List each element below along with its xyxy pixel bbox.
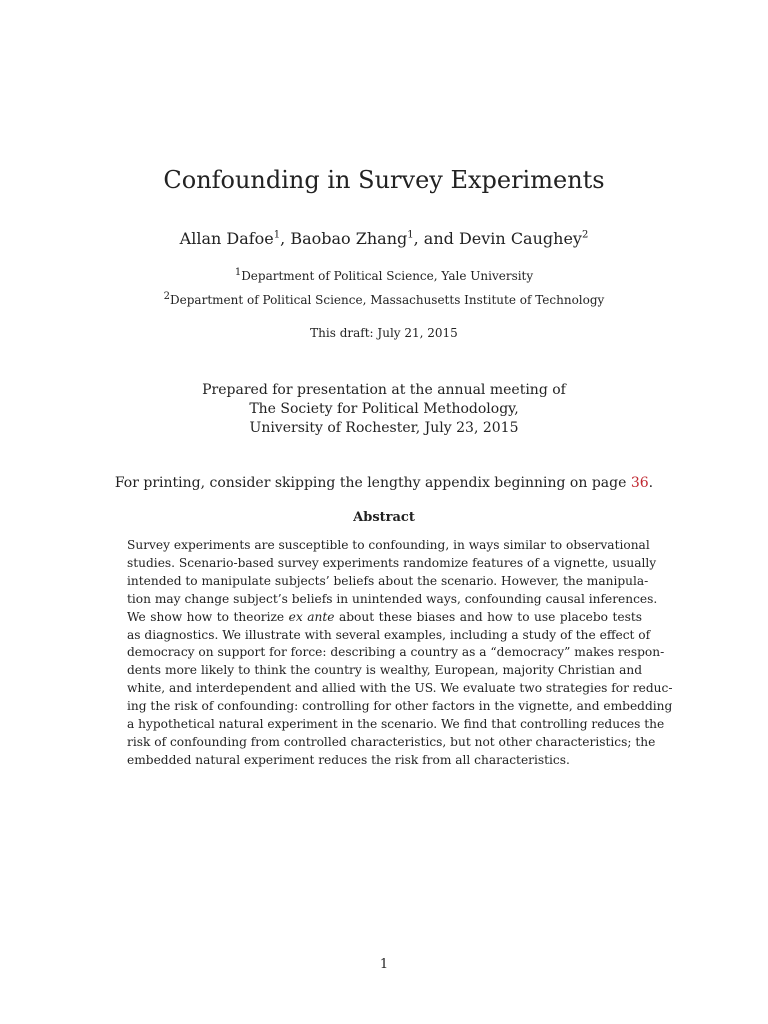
affiliation-2 [0,291,768,309]
abstract-line: risk of confounding from controlled characteristics, but not other characteristics; the [127,734,656,749]
abstract-italic-phrase: ex ante [288,609,335,624]
presentation-line: University of Rochester, July 23, 2015 [249,420,519,436]
abstract-line: Survey experiments are susceptible to confounding, in ways similar to observational [127,538,650,552]
abstract-line-with-italic [127,609,642,627]
affiliation-mark: 2 [163,291,171,302]
abstract-line: embedded natural experiment reduces the risk from all characteristics. [127,752,570,767]
author-separator: , and [413,229,459,248]
author-name: Devin Caughey [458,229,582,248]
abstract-line: dents more likely to think the country is wealthy, European, majority Christian and [127,663,642,678]
appendix-page-link[interactable]: 36 [630,475,649,491]
author-name: Baobao Zhang [290,229,408,248]
draft-date: This draft: July 21, 2015 [310,326,458,340]
affiliation-text: Department of Political Science, Massachusetts Institute of Technology [170,293,605,307]
author-name: Allan Dafoe [179,229,274,248]
printing-note-text: For printing, consider skipping the lengthy appendix beginning on page [114,475,631,491]
affiliation-1 [0,267,768,285]
abstract-heading: Abstract [353,510,415,525]
paper-title: Confounding in Survey Experiments [163,166,605,194]
presentation-note [0,381,768,438]
author-affiliation-mark: 1 [273,229,281,241]
author-affiliation-mark: 1 [407,229,414,241]
abstract-line: white, and interdependent and allied with the US. We evaluate two strategies for reduc- [127,681,673,696]
printing-note [0,473,768,493]
presentation-line: The Society for Political Methodology, [249,401,519,417]
presentation-line: Prepared for presentation at the annual meeting of [202,382,566,398]
abstract-line: as diagnostics. We illustrate with several examples, including a study of the effect of [127,627,651,642]
abstract-line: ing the risk of confounding: controlling for other factors in the vignette, and embedding [127,699,673,714]
abstract-text: about these biases and how to use placebo tests [338,609,643,624]
author-list [0,227,768,251]
printing-note-end: . [648,475,654,491]
abstract-line: intended to manipulate subjects’ beliefs about the scenario. However, the manipula- [127,573,649,588]
abstract-line: democracy on support for force: describing a country as a “democracy” makes respon- [127,645,665,660]
affiliation-text: Department of Political Science, Yale University [241,269,534,283]
author-separator: , [280,229,291,248]
author-affiliation-mark: 2 [581,229,589,241]
abstract-line: tion may change subject’s beliefs in unintended ways, confounding causal inferences. [127,591,658,606]
affiliation-mark: 1 [234,267,242,278]
page-number: 1 [379,957,389,972]
abstract-text: We show how to theorize [127,609,289,624]
abstract-line: a hypothetical natural experiment in the scenario. We find that controlling reduces the [127,717,665,732]
abstract-body [127,537,673,770]
abstract-line: studies. Scenario-based survey experiments randomize features of a vignette, usually [127,555,657,570]
